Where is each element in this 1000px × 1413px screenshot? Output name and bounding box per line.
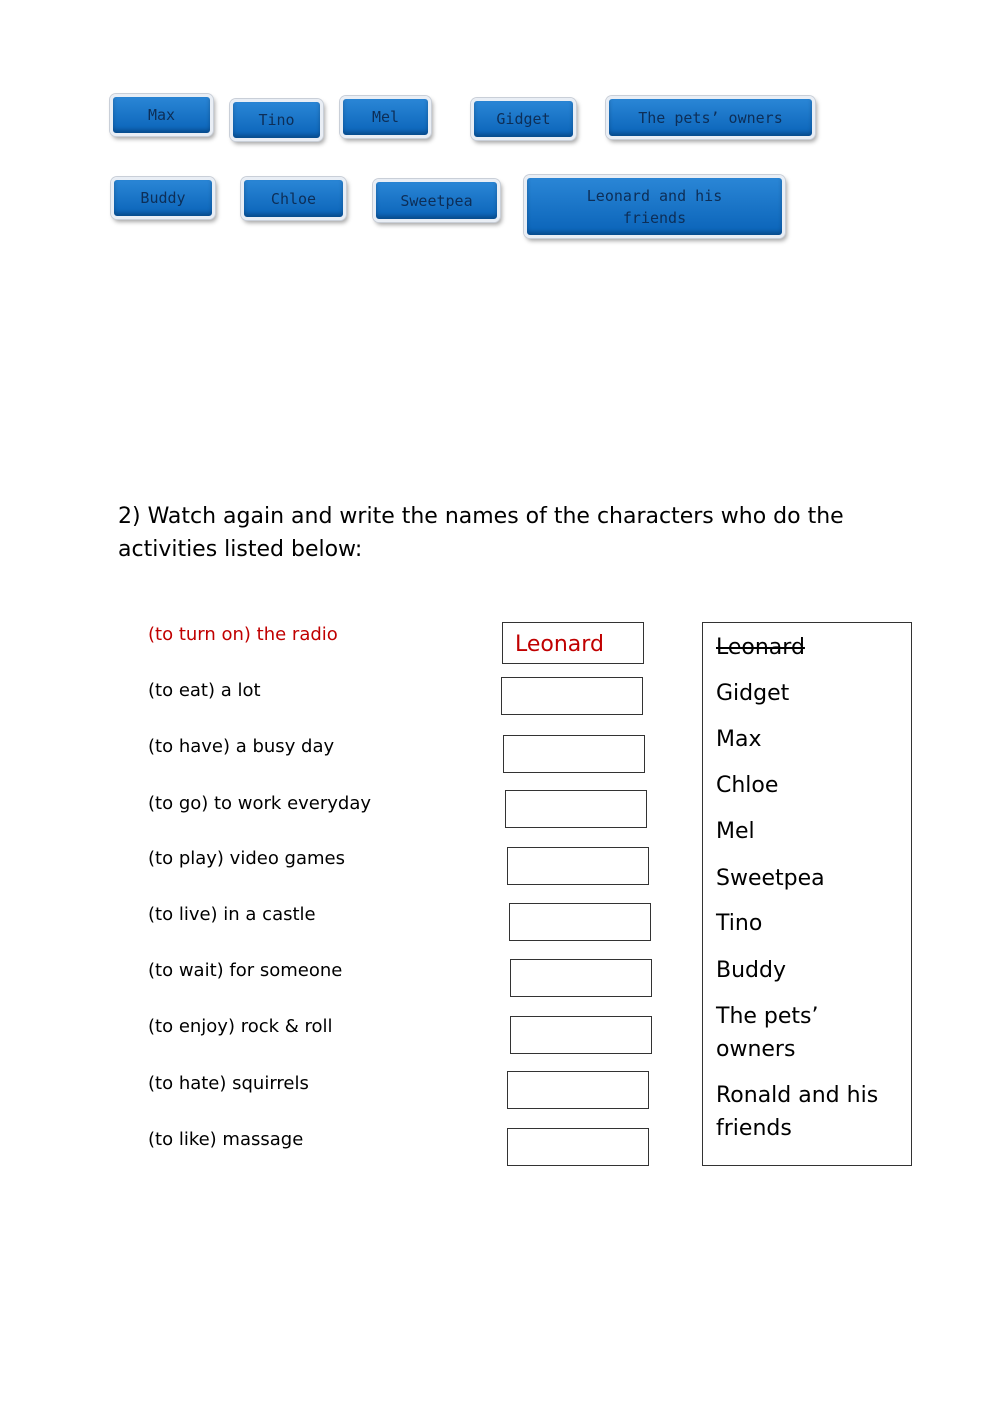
chip-gidget[interactable]: Gidget bbox=[471, 98, 576, 140]
word-bank-item: Mel bbox=[716, 819, 755, 844]
answer-box[interactable] bbox=[510, 959, 652, 997]
activity-label: (to have) a busy day bbox=[148, 736, 335, 757]
word-bank-item: Gidget bbox=[716, 681, 790, 706]
answer-box[interactable] bbox=[503, 735, 645, 773]
word-bank-item: Chloe bbox=[716, 773, 779, 798]
answer-box[interactable] bbox=[510, 1016, 652, 1054]
activity-label: (to turn on) the radio bbox=[148, 624, 338, 645]
word-bank-item: Leonard bbox=[716, 635, 805, 660]
word-bank-item: Max bbox=[716, 727, 762, 752]
word-bank-item: The pets’ owners bbox=[716, 1004, 819, 1062]
chip-tino[interactable]: Tino bbox=[230, 99, 323, 141]
chip-max[interactable]: Max bbox=[110, 94, 213, 136]
answer-box[interactable]: Leonard bbox=[502, 622, 644, 664]
activity-label: (to enjoy) rock & roll bbox=[148, 1016, 333, 1037]
answer-box[interactable] bbox=[507, 847, 649, 885]
activity-label: (to hate) squirrels bbox=[148, 1073, 309, 1094]
answer-box[interactable] bbox=[507, 1071, 649, 1109]
activity-label: (to eat) a lot bbox=[148, 680, 261, 701]
word-bank-item: Tino bbox=[716, 911, 763, 936]
word-bank-item: Buddy bbox=[716, 958, 786, 983]
activity-label: (to live) in a castle bbox=[148, 904, 316, 925]
chip-buddy[interactable]: Buddy bbox=[111, 177, 215, 219]
activity-label: (to like) massage bbox=[148, 1129, 304, 1150]
word-bank-item: Sweetpea bbox=[716, 866, 825, 891]
answer-box[interactable] bbox=[509, 903, 651, 941]
question-text: 2) Watch again and write the names of the characters who do the activities listed below: bbox=[118, 504, 844, 562]
activity-label: (to go) to work everyday bbox=[148, 793, 372, 814]
activity-label: (to play) video games bbox=[148, 848, 345, 869]
word-bank-item: Ronald and his friends bbox=[716, 1083, 879, 1141]
activity-label: (to wait) for someone bbox=[148, 960, 343, 981]
chip-chloe[interactable]: Chloe bbox=[241, 177, 346, 220]
chip-pets-owners[interactable]: The pets’ owners bbox=[606, 96, 815, 139]
chip-mel[interactable]: Mel bbox=[340, 96, 431, 138]
chip-sweetpea[interactable]: Sweetpea bbox=[373, 179, 500, 222]
word-bank bbox=[702, 622, 912, 1166]
chip-leonard-friends[interactable]: Leonard and his friends bbox=[524, 175, 785, 238]
answer-box[interactable] bbox=[507, 1128, 649, 1166]
answer-box[interactable] bbox=[501, 677, 643, 715]
answer-box[interactable] bbox=[505, 790, 647, 828]
